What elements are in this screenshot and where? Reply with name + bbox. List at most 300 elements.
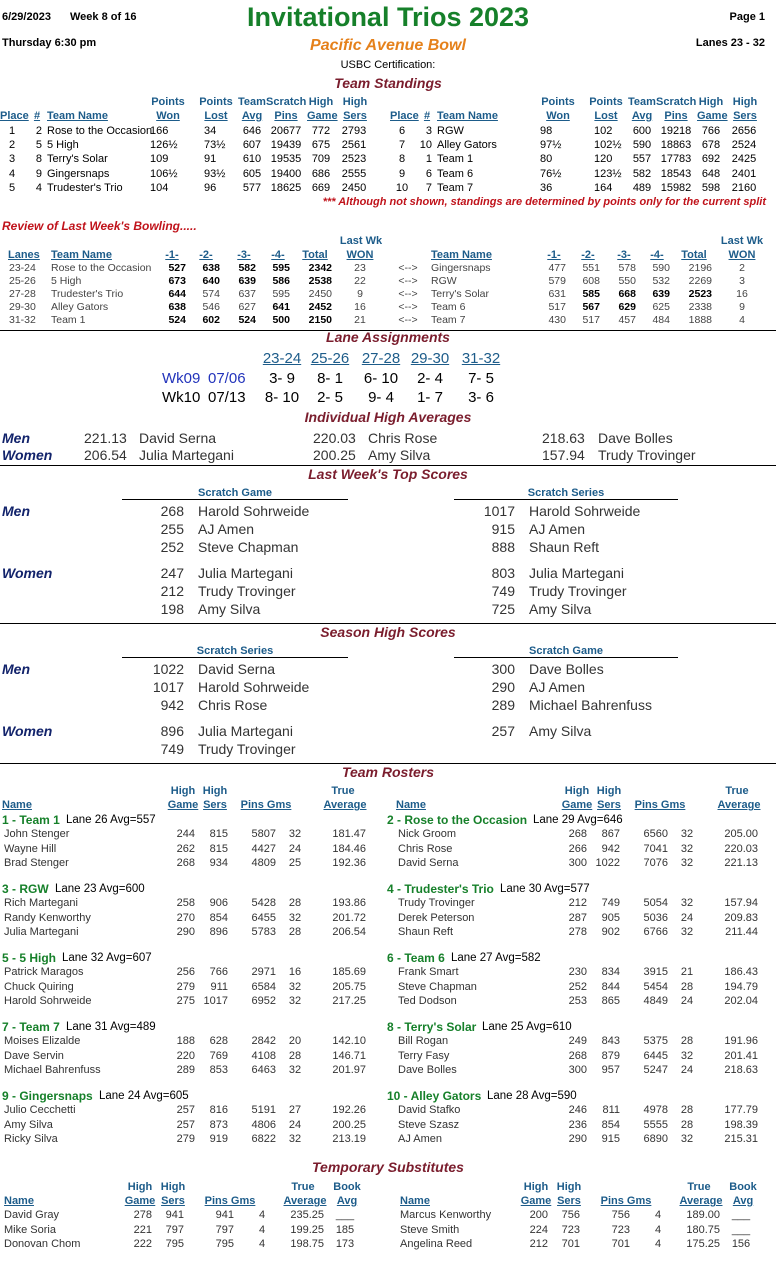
roster-high-series: 865 — [601, 995, 620, 1008]
review-won: 23 — [354, 262, 366, 274]
review-col-game4: -4- — [271, 249, 285, 261]
roster-high-series: 749 — [601, 897, 620, 909]
roster-high-series: 867 — [601, 828, 620, 840]
high-avg-value: 206.54 — [84, 447, 127, 463]
roster-high-game: 266 — [568, 842, 587, 855]
season-game-header: Scratch Game — [454, 645, 678, 658]
standings-place: 3 — [8, 153, 16, 166]
roster-team-lane-avg: Lane 29 Avg=646 — [533, 814, 623, 826]
season-men-game-name: Michael Bahrenfuss — [529, 697, 652, 713]
review-vs-arrow: <--> — [398, 288, 418, 300]
report-date: 6/29/2023 — [2, 11, 51, 23]
roster-pins: 6455 — [251, 911, 276, 924]
review-game: 644 — [168, 288, 186, 300]
roster-high-series: 628 — [209, 1035, 228, 1047]
roster-high-series: 873 — [209, 1118, 228, 1131]
review-vs-arrow: <--> — [398, 275, 418, 287]
roster-player-name: Chuck Quiring — [4, 980, 74, 993]
high-avg-value: 221.13 — [84, 430, 127, 446]
review-total: 2150 — [308, 314, 332, 326]
standings-col-header: Team — [238, 96, 266, 108]
standings-points-lost: 96 — [204, 181, 217, 194]
roster-high-game: 287 — [568, 911, 587, 924]
roster-team-title: 3 - RGW — [2, 882, 49, 896]
standings-high-game: 686 — [311, 167, 331, 180]
roster-pins: 6952 — [251, 995, 276, 1008]
review-lanes: 29-30 — [9, 301, 36, 313]
sub-book-average: ___ — [731, 1209, 751, 1221]
standings-high-game: 692 — [701, 153, 721, 166]
roster-games: 24 — [288, 842, 302, 855]
standings-col-header: Avg — [631, 110, 653, 122]
review-total: 2342 — [308, 262, 332, 274]
review-col-total: Total — [302, 249, 328, 261]
standings-col-header: Place — [0, 110, 29, 122]
sub-high-game: 222 — [133, 1238, 152, 1251]
roster-games: 27 — [288, 1104, 302, 1116]
roster-team-lane-avg: Lane 31 Avg=489 — [66, 1021, 156, 1033]
review-opp-game: 477 — [548, 262, 566, 274]
standings-scratch-pins: 19439 — [270, 139, 302, 152]
standings-team-number: 9 — [35, 167, 42, 180]
top-women-label: Women — [2, 565, 53, 581]
standings-team-avg: 557 — [632, 153, 652, 166]
standings-col-header: Pins — [274, 110, 298, 122]
roster-true-average: 194.79 — [724, 980, 758, 993]
high-avg-name: Dave Bolles — [598, 430, 673, 446]
sub-high-series: 795 — [165, 1238, 184, 1251]
roster-player-name: Shaun Reft — [398, 926, 454, 939]
sub-true-average: 175.25 — [686, 1238, 720, 1251]
lane-pair-header: 25-26 — [310, 350, 350, 367]
review-opp-team: RGW — [431, 275, 457, 287]
lane-pair-header: 31-32 — [461, 350, 501, 367]
roster-high-game: 268 — [176, 857, 195, 870]
sub-name: Marcus Kenworthy — [400, 1209, 492, 1221]
subs-col-true-average: Average — [283, 1195, 327, 1207]
season-men-game-score: 289 — [491, 697, 515, 713]
roster-pins: 4108 — [251, 1049, 276, 1062]
roster-high-series: 816 — [209, 1104, 228, 1116]
standings-points-lost: 73½ — [204, 139, 226, 152]
roster-true-average: 220.03 — [724, 842, 758, 855]
roster-games: 28 — [680, 980, 694, 993]
roster-true-average: 205.75 — [332, 980, 366, 993]
review-opp-game: 532 — [652, 275, 670, 287]
roster-high-series: 844 — [601, 980, 620, 993]
standings-col-header: # — [33, 110, 41, 122]
review-opp-total: 2338 — [688, 301, 712, 313]
standings-col-header: Points — [199, 96, 233, 108]
review-opp-team: Team 7 — [431, 314, 466, 326]
roster-high-series: 902 — [601, 926, 620, 939]
review-vs-arrow: <--> — [398, 262, 418, 274]
standings-scratch-pins: 19218 — [660, 125, 692, 137]
roster-high-series: 769 — [209, 1049, 228, 1062]
subs-col-high-game: Game — [124, 1195, 156, 1207]
review-col-opp-total: Total — [681, 249, 707, 261]
roster-games: 32 — [680, 1049, 694, 1062]
roster-high-game: 262 — [176, 842, 195, 855]
review-team: 5 High — [51, 275, 82, 287]
review-opp-team: Team 6 — [431, 301, 466, 313]
roster-pins: 6463 — [251, 1064, 276, 1077]
roster-player-name: Steve Chapman — [398, 980, 477, 993]
standings-high-series: 2561 — [341, 139, 367, 152]
week-date: 07/06 — [208, 370, 246, 387]
roster-games: 28 — [288, 897, 302, 909]
high-avg-name: David Serna — [139, 430, 217, 446]
sub-high-game: 212 — [529, 1238, 548, 1251]
review-total: 2538 — [308, 275, 332, 287]
review-opp-total: 2269 — [688, 275, 712, 287]
roster-team-lane-avg: Lane 28 Avg=590 — [487, 1090, 577, 1102]
lane-assignments-heading: Lane Assignments — [326, 329, 450, 345]
standings-team-avg: 489 — [632, 181, 652, 194]
standings-col-header: Pins — [664, 110, 688, 122]
standings-high-series: 2524 — [731, 139, 757, 152]
sub-games: 4 — [258, 1223, 266, 1236]
roster-high-series: 834 — [601, 966, 620, 978]
subs-col-book: Book — [333, 1181, 361, 1193]
roster-games: 32 — [288, 828, 302, 840]
roster-player-name: Julia Martegani — [4, 926, 79, 939]
review-opp-won: 9 — [739, 301, 745, 313]
season-women-series-name: Julia Martegani — [198, 723, 293, 739]
roster-high-game: 244 — [176, 828, 195, 840]
sub-pins: 941 — [215, 1209, 234, 1221]
standings-points-lost: 93½ — [204, 167, 226, 180]
roster-pins: 6890 — [643, 1133, 668, 1146]
standings-high-game: 598 — [701, 181, 721, 194]
review-opp-won: 16 — [736, 288, 748, 300]
roster-high-series: 843 — [601, 1035, 620, 1047]
roster-high-game: 278 — [568, 926, 587, 939]
sub-high-series: 756 — [561, 1209, 580, 1221]
sub-book-average: 156 — [731, 1238, 751, 1251]
roster-pins: 5555 — [643, 1118, 668, 1131]
review-opp-game: 550 — [618, 275, 636, 287]
standings-team-avg: 607 — [242, 139, 262, 152]
standings-points-won: 126½ — [150, 139, 178, 152]
review-opp-game: 608 — [582, 275, 600, 287]
roster-player-name: Ricky Silva — [4, 1133, 58, 1146]
standings-scratch-pins: 19400 — [270, 167, 302, 180]
standings-points-won: 97½ — [540, 139, 562, 152]
roster-games: 32 — [288, 1133, 302, 1146]
roster-player-name: Michael Bahrenfuss — [4, 1064, 101, 1077]
col-high-game: High — [564, 785, 590, 797]
lane-matchup: 3- 9 — [269, 370, 295, 387]
standings-team-number: 10 — [419, 139, 432, 152]
col-high-game: High — [170, 785, 196, 797]
standings-place: 6 — [398, 125, 406, 137]
standings-note: *** Although not shown, standings are determined by points only for the current split — [322, 196, 766, 208]
review-col-opp-game1: -1- — [547, 249, 561, 261]
roster-player-name: Nick Groom — [398, 828, 457, 840]
season-women-label: Women — [2, 723, 53, 739]
roster-pins: 4978 — [643, 1104, 668, 1116]
subs-col-book: Avg — [732, 1195, 754, 1207]
lane-matchup: 2- 4 — [417, 370, 443, 387]
usbc-cert: USBC Certification: — [340, 59, 436, 71]
lane-matchup: 8- 10 — [264, 389, 300, 406]
review-col-won: WON — [346, 249, 374, 261]
standings-col-header: Game — [307, 110, 338, 122]
review-col-opp-lastwk: Last Wk — [720, 235, 764, 247]
sub-book-average: 173 — [335, 1238, 355, 1251]
sub-name: Angelina Reed — [400, 1238, 473, 1251]
standings-col-header: Sers — [733, 110, 757, 122]
roster-pins: 5783 — [251, 926, 276, 939]
roster-pins: 4809 — [251, 857, 276, 870]
subs-col-book: Book — [729, 1181, 757, 1193]
standings-points-won: 98 — [540, 125, 553, 137]
sub-pins: 723 — [611, 1223, 630, 1236]
roster-games: 25 — [288, 857, 302, 870]
review-won: 16 — [354, 301, 366, 313]
review-opp-game: 631 — [548, 288, 566, 300]
top-men-game-score: 252 — [160, 539, 184, 555]
review-opp-team: Terry's Solar — [431, 288, 490, 300]
review-team: Rose to the Occasion — [51, 262, 152, 274]
season-men-series-score: 1017 — [152, 679, 184, 695]
roster-high-series: 854 — [601, 1118, 620, 1131]
lane-pair-header: 29-30 — [410, 350, 450, 367]
top-scores-series-header: Scratch Series — [454, 487, 678, 500]
roster-team-title: 9 - Gingersnaps — [2, 1089, 93, 1103]
standings-col-header: Avg — [241, 110, 263, 122]
top-men-game-name: AJ Amen — [198, 521, 255, 537]
standings-points-won: 104 — [150, 181, 169, 194]
review-won: 21 — [354, 314, 366, 326]
roster-pins: 5807 — [251, 828, 276, 840]
standings-col-header: High — [732, 96, 758, 108]
standings-high-game: 678 — [701, 139, 721, 152]
top-scores-game-header: Scratch Game — [122, 487, 348, 500]
review-col-opp-won: WON — [728, 249, 756, 261]
roster-pins: 5454 — [643, 980, 668, 993]
roster-player-name: Brad Stenger — [4, 857, 69, 870]
top-men-series-score: 888 — [491, 539, 515, 555]
col-high-series: Sers — [203, 799, 227, 811]
col-true-average: True — [725, 785, 749, 797]
subs-col-high-game: High — [523, 1181, 549, 1193]
standings-col-header: Sers — [343, 110, 367, 122]
season-men-label: Men — [2, 661, 30, 677]
standings-place: 8 — [398, 153, 406, 166]
top-women-game-name: Amy Silva — [198, 601, 261, 617]
roster-games: 32 — [288, 1064, 302, 1077]
roster-high-game: 256 — [176, 966, 195, 978]
roster-high-series: 854 — [209, 911, 228, 924]
roster-player-name: Derek Peterson — [398, 911, 475, 924]
col-high-game: Game — [167, 799, 199, 811]
roster-pins: 4806 — [251, 1118, 276, 1131]
roster-true-average: 211.44 — [725, 926, 758, 939]
standings-team-number: 6 — [425, 167, 432, 180]
standings-team-name: 5 High — [47, 139, 79, 152]
review-game: 524 — [238, 314, 256, 326]
roster-high-game: 300 — [568, 1064, 587, 1077]
subs-col-pins-games: Pins Gms — [600, 1195, 652, 1207]
standings-team-number: 7 — [425, 181, 432, 194]
roster-pins: 6445 — [643, 1049, 668, 1062]
roster-pins: 5247 — [643, 1064, 668, 1077]
sub-games: 4 — [654, 1223, 662, 1236]
roster-high-series: 879 — [601, 1049, 620, 1062]
sub-pins: 795 — [215, 1238, 234, 1251]
col-pins-games: Pins Gms — [634, 799, 686, 811]
roster-high-game: 249 — [568, 1035, 587, 1047]
sub-name: Donovan Chom — [4, 1238, 81, 1251]
review-game: 582 — [238, 262, 256, 274]
review-col-game3: -3- — [237, 249, 251, 261]
col-name: Name — [2, 799, 32, 811]
sub-pins: 701 — [611, 1238, 630, 1251]
high-avg-men-label: Men — [2, 430, 30, 446]
subs-col-high-game: High — [127, 1181, 153, 1193]
review-vs-arrow: <--> — [398, 314, 418, 326]
review-opp-total: 2523 — [688, 288, 712, 300]
high-avg-value: 220.03 — [313, 430, 356, 446]
roster-games: 20 — [288, 1035, 302, 1047]
review-team: Alley Gators — [51, 301, 109, 313]
review-opp-total: 2196 — [688, 262, 712, 274]
standings-team-name: Trudester's Trio — [47, 181, 123, 194]
roster-true-average: 209.83 — [724, 911, 758, 924]
standings-col-header: High — [698, 96, 724, 108]
roster-pins: 7041 — [643, 842, 668, 855]
standings-place: 5 — [8, 181, 16, 194]
roster-true-average: 215.31 — [724, 1133, 758, 1146]
roster-player-name: Harold Sohrweide — [4, 995, 92, 1008]
standings-team-name: Team 6 — [437, 167, 474, 180]
standings-place: 2 — [8, 139, 16, 152]
season-men-game-score: 290 — [491, 679, 515, 695]
high-avg-name: Trudy Trovinger — [598, 447, 696, 463]
high-avg-name: Amy Silva — [368, 447, 431, 463]
top-scores-heading: Last Week's Top Scores — [308, 466, 468, 482]
review-opp-game: 629 — [618, 301, 636, 313]
review-game: 673 — [168, 275, 186, 287]
review-opp-game: 457 — [618, 314, 636, 326]
sub-true-average: 189.00 — [686, 1209, 720, 1221]
standings-team-name: Team 7 — [437, 181, 474, 194]
standings-points-lost: 102½ — [594, 139, 622, 152]
review-game: 641 — [272, 301, 290, 313]
review-game: 639 — [238, 275, 256, 287]
roster-player-name: Wayne Hill — [4, 842, 57, 855]
subs-col-name: Name — [400, 1195, 430, 1207]
roster-true-average: 181.47 — [332, 828, 366, 840]
season-men-game-score: 300 — [491, 661, 515, 677]
roster-team-title: 6 - Team 6 — [387, 951, 445, 965]
season-men-series-name: David Serna — [198, 661, 276, 677]
season-men-series-score: 1022 — [152, 661, 184, 677]
review-opp-game: 567 — [582, 301, 600, 313]
review-won: 9 — [357, 288, 363, 300]
roster-player-name: Bill Rogan — [398, 1035, 449, 1047]
roster-games: 32 — [288, 980, 302, 993]
standings-team-name: Gingersnaps — [47, 167, 110, 180]
sub-true-average: 198.75 — [290, 1238, 324, 1251]
roster-player-name: Dave Bolles — [398, 1064, 457, 1077]
lane-matchup: 3- 6 — [468, 389, 494, 406]
roster-pins: 3915 — [643, 966, 668, 978]
roster-player-name: John Stenger — [4, 828, 70, 840]
top-women-game-score: 198 — [160, 601, 184, 617]
standings-scratch-pins: 18863 — [660, 139, 692, 152]
roster-true-average: 146.71 — [332, 1049, 366, 1062]
season-women-series-score: 749 — [160, 741, 184, 757]
roster-high-game: 268 — [568, 828, 587, 840]
roster-pins: 5375 — [643, 1035, 668, 1047]
roster-team-title: 2 - Rose to the Occasion — [387, 813, 528, 827]
roster-games: 28 — [680, 1104, 694, 1116]
standings-high-series: 2793 — [341, 125, 367, 137]
roster-player-name: Dave Servin — [4, 1049, 64, 1062]
standings-col-header: Lost — [204, 110, 228, 122]
standings-col-header: Place — [390, 110, 419, 122]
sub-book-average: ___ — [335, 1209, 355, 1221]
roster-high-series: 811 — [602, 1104, 620, 1116]
high-avg-name: Chris Rose — [368, 430, 438, 446]
season-men-series-score: 942 — [160, 697, 184, 713]
lanes-range: Lanes 23 - 32 — [695, 37, 765, 49]
roster-team-title: 10 - Alley Gators — [387, 1089, 482, 1103]
standings-high-game: 648 — [701, 167, 721, 180]
review-game: 637 — [238, 288, 256, 300]
roster-high-game: 230 — [568, 966, 587, 978]
roster-player-name: Patrick Maragos — [4, 966, 84, 978]
roster-pins: 2842 — [251, 1035, 276, 1047]
standings-team-avg: 646 — [242, 125, 262, 137]
standings-team-avg: 610 — [242, 153, 262, 166]
standings-team-avg: 605 — [242, 167, 262, 180]
standings-points-won: 106½ — [150, 167, 178, 180]
standings-col-header: Scratch — [656, 96, 697, 108]
roster-true-average: 157.94 — [724, 897, 758, 909]
lane-matchup: 8- 1 — [317, 370, 343, 387]
high-avg-name: Julia Martegani — [139, 447, 234, 463]
standings-team-number: 2 — [35, 125, 42, 137]
standings-points-lost: 91 — [204, 153, 217, 166]
roster-high-game: 279 — [176, 980, 195, 993]
roster-high-game: 290 — [176, 926, 195, 939]
standings-scratch-pins: 15982 — [660, 181, 692, 194]
roster-games: 32 — [680, 897, 694, 909]
lane-matchup: 1- 7 — [417, 389, 443, 406]
roster-true-average: 186.43 — [724, 966, 758, 978]
sub-pins: 797 — [215, 1223, 234, 1236]
roster-high-series: 815 — [209, 828, 228, 840]
week-label: Week 8 of 16 — [70, 11, 137, 23]
review-col-opp-game4: -4- — [650, 249, 664, 261]
roster-high-series: 766 — [209, 966, 228, 978]
roster-player-name: Julio Cecchetti — [4, 1104, 76, 1116]
col-true-average: True — [331, 785, 355, 797]
roster-high-game: 188 — [176, 1035, 195, 1047]
roster-high-series: 915 — [601, 1133, 620, 1146]
roster-games: 24 — [288, 1118, 302, 1131]
high-averages-heading: Individual High Averages — [304, 409, 472, 425]
col-high-series: High — [596, 785, 622, 797]
roster-high-game: 290 — [568, 1133, 587, 1146]
standings-col-header: Won — [546, 110, 570, 122]
sub-true-average: 235.25 — [290, 1209, 324, 1221]
sub-true-average: 199.25 — [290, 1223, 324, 1236]
